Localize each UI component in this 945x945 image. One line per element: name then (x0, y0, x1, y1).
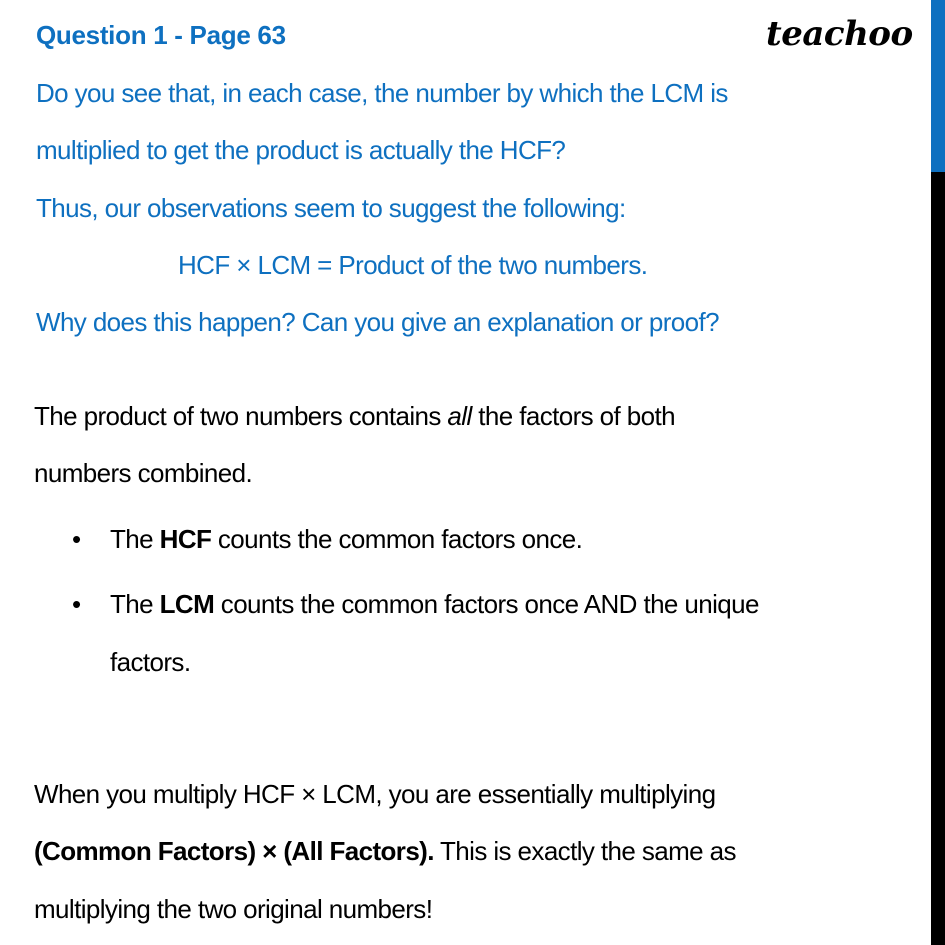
question-formula: HCF × LCM = Product of the two numbers. (178, 250, 648, 280)
bullet-marker-1: • (72, 524, 82, 554)
bullet-lcm-bold: LCM (159, 589, 215, 619)
conclusion-line-3: multiplying the two original numbers! (34, 894, 433, 924)
bullet-hcf-bold: HCF (159, 524, 212, 554)
teachoo-logo: teachoo (766, 14, 913, 54)
bullet-lcm-suffix: counts the common factors once AND the unique (214, 589, 759, 619)
bullet-hcf-prefix: The (110, 524, 160, 554)
answer-intro-text-after: the factors of both (471, 401, 675, 431)
question-line-3: Thus, our observations seem to suggest the following: (36, 193, 626, 223)
bullet-lcm-continuation: factors. (110, 647, 191, 677)
conclusion-line-1: When you multiply HCF × LCM, you are essentially multiplying (34, 779, 716, 809)
bullet-item-lcm (110, 589, 759, 620)
bullet-lcm-prefix: The (110, 589, 160, 619)
question-line-2: multiplied to get the product is actually the HCF? (36, 135, 566, 165)
answer-intro-text-before: The product of two numbers contains (34, 401, 448, 431)
bullet-marker-2: • (72, 589, 82, 619)
bullet-hcf-suffix: counts the common factors once. (211, 524, 583, 554)
page-title: Question 1 - Page 63 (36, 20, 286, 50)
conclusion-line-2 (34, 836, 736, 867)
answer-intro-line-1 (34, 401, 675, 432)
question-line-1: Do you see that, in each case, the number by which the LCM is (36, 78, 728, 108)
side-accent-bar-black (931, 172, 945, 945)
answer-intro-italic: all (447, 401, 472, 431)
conclusion-text-after: This is exactly the same as (433, 836, 736, 866)
question-line-5: Why does this happen? Can you give an explanation or proof? (36, 307, 719, 337)
bullet-item-hcf (110, 524, 582, 555)
conclusion-bold: (Common Factors) × (All Factors). (34, 836, 434, 866)
side-accent-bar-blue (931, 0, 945, 172)
answer-intro-line-2: numbers combined. (34, 458, 253, 488)
